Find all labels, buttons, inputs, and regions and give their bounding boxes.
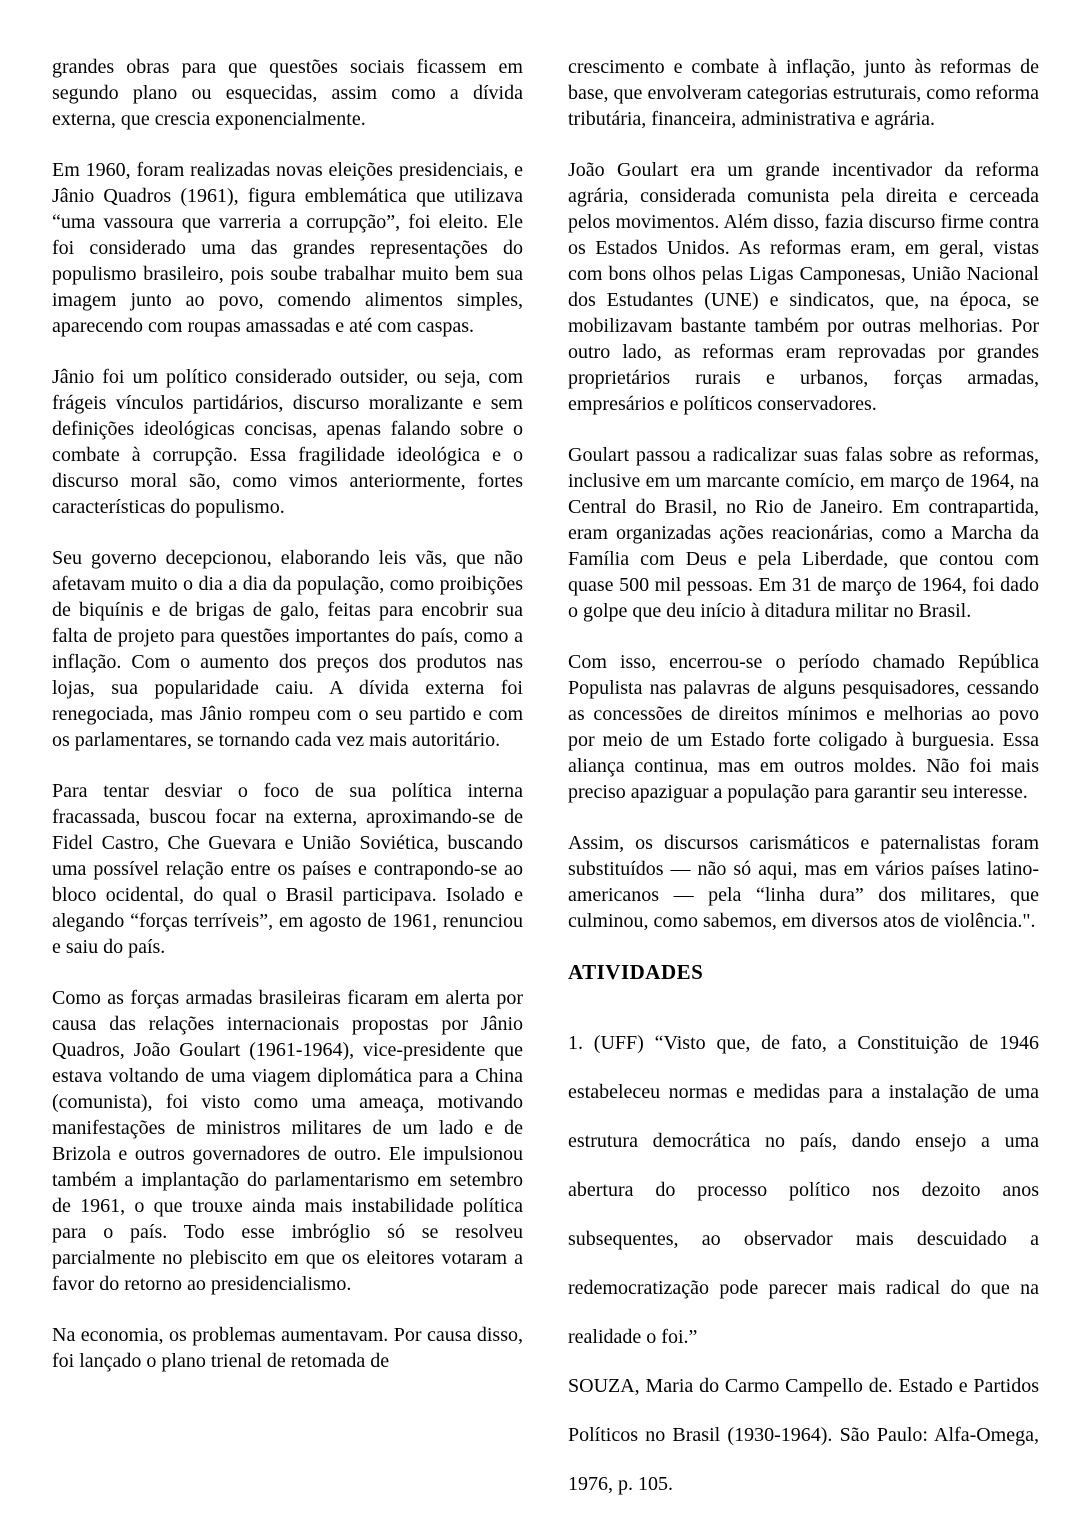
right-paragraph-2: João Goulart era um grande incentivador da reforma agrária, considerada comunista pela direita e cerceada pelos movimentos. Além disso, fazia discurso firme contra os Estados Unidos. As reformas eram, em geral, vistas com bons olhos pelas Ligas Camponesas, União Nacional dos Estudantes (UNE) e sindicatos, que, na época, se mobilizavam bastante também por outras melhorias. Por outro lado, as reformas eram reprovadas por grandes proprietários rurais e urbanos, forças armadas, empresários e políticos conservadores. <box>568 159 1039 415</box>
left-column <box>52 54 523 1506</box>
left-paragraph-2: Em 1960, foram realizadas novas eleições presidenciais, e Jânio Quadros (1961), figura emblemática que utilizava “uma vassoura que varreria a corrupção”, foi eleito. Ele foi considerado uma das grandes representações do populismo brasileiro, pois soube trabalhar muito bem sua imagem junto ao povo, comendo alimentos simples, aparecendo com roupas amassadas e até com caspas. <box>52 159 523 337</box>
activity-citation: SOUZA, Maria do Carmo Campello de. Estado e Partidos Políticos no Brasil (1930-1964). São Paulo: Alfa-Omega, 1976, p. 105. <box>568 1375 1039 1495</box>
activity-question-1: 1. (UFF) “Visto que, de fato, a Constituição de 1946 estabeleceu normas e medidas para a instalação de uma estrutura democrática no país, dando ensejo a uma abertura do processo político nos dezoito anos subsequentes, ao observador mais descuidado a redemocratização pode parecer mais radical do que na realidade o foi.” <box>568 1032 1039 1348</box>
left-paragraph-3: Jânio foi um político considerado outsider, ou seja, com frágeis vínculos partidários, discurso moralizante e sem definições ideológicas concisas, apenas falando sobre o combate à corrupção. Essa fragilidade ideológica e o discurso moral são, como vimos anteriormente, fortes características do populismo. <box>52 366 523 518</box>
right-paragraph-3: Goulart passou a radicalizar suas falas sobre as reformas, inclusive em um marcante comício, em março de 1964, na Central do Brasil, no Rio de Janeiro. Em contrapartida, eram organizadas ações reacionárias, como a Marcha da Família com Deus e pela Liberdade, que contou com quase 500 mil pessoas. Em 31 de março de 1964, foi dado o golpe que deu início à ditadura militar no Brasil. <box>568 444 1039 622</box>
left-paragraph-1: grandes obras para que questões sociais ficassem em segundo plano ou esquecidas, assim como a dívida externa, que crescia exponencialmente. <box>52 56 523 130</box>
left-paragraph-7: Na economia, os problemas aumentavam. Por causa disso, foi lançado o plano trienal de retomada de <box>52 1324 523 1372</box>
right-column <box>568 54 1039 1506</box>
right-paragraph-1: crescimento e combate à inflação, junto às reformas de base, que envolveram categorias estruturais, como reforma tributária, financeira, administrativa e agrária. <box>568 56 1039 130</box>
left-paragraph-6: Como as forças armadas brasileiras ficaram em alerta por causa das relações internacionais propostas por Jânio Quadros, João Goulart (1961-1964), vice-presidente que estava voltando de uma viagem diplomática para a China (comunista), foi visto como uma ameaça, motivando manifestações de ministros militares de um lado e de Brizola e outros governadores de outro. Ele impulsionou também a implantação do parlamentarismo em setembro de 1961, o que trouxe ainda mais instabilidade política para o país. Todo esse imbróglio só se resolveu parcialmente no plebiscito em que os eleitores votaram a favor do retorno ao presidencialismo. <box>52 987 523 1295</box>
right-paragraph-5: Assim, os discursos carismáticos e paternalistas foram substituídos — não só aqui, mas em vários países latino-americanos — pela “linha dura” dos militares, que culminou, como sabemos, em diversos atos de violência.". <box>568 832 1039 932</box>
activities-heading: ATIVIDADES <box>568 960 704 984</box>
left-paragraph-5: Para tentar desviar o foco de sua política interna fracassada, buscou focar na externa, aproximando-se de Fidel Castro, Che Guevara e União Soviética, buscando uma possível relação entre os países e contrapondo-se ao bloco ocidental, do qual o Brasil participava. Isolado e alegando “forças terríveis”, em agosto de 1961, renunciou e saiu do país. <box>52 780 523 958</box>
left-paragraph-4: Seu governo decepcionou, elaborando leis vãs, que não afetavam muito o dia a dia da população, como proibições de biquínis e de brigas de galo, feitas para encobrir sua falta de projeto para questões importantes do país, como a inflação. Com o aumento dos preços dos produtos nas lojas, sua popularidade caiu. A dívida externa foi renegociada, mas Jânio rompeu com o seu partido e com os parlamentares, se tornando cada vez mais autoritário. <box>52 547 523 751</box>
right-paragraph-4: Com isso, encerrou-se o período chamado República Populista nas palavras de alguns pesquisadores, cessando as concessões de direitos mínimos e melhorias ao povo por meio de um Estado forte coligado à burguesia. Essa aliança continua, mas em outros moldes. Não foi mais preciso apaziguar a população para garantir seu interesse. <box>568 651 1039 803</box>
